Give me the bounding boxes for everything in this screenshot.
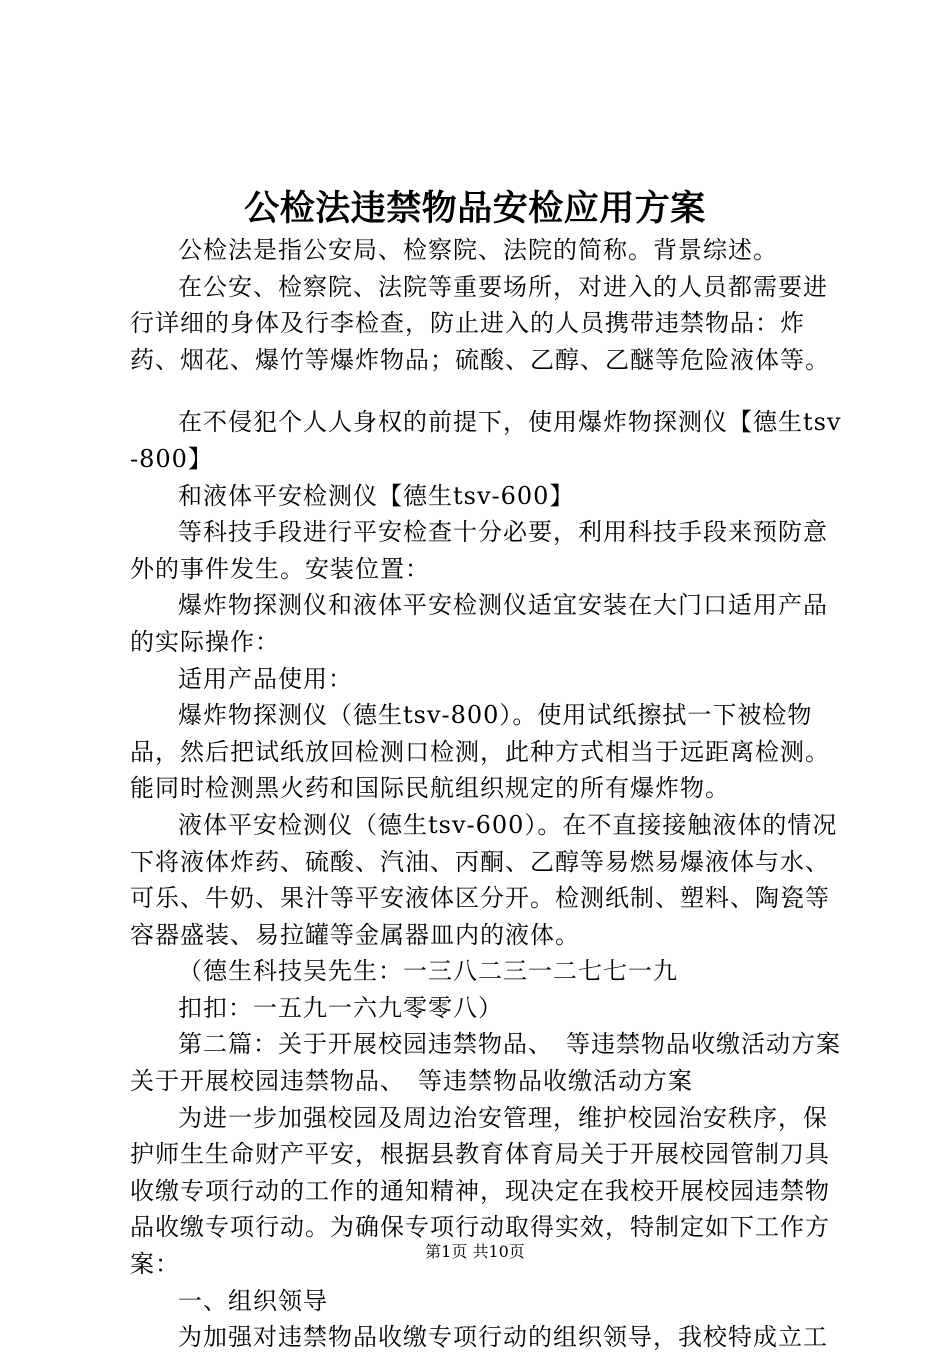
paragraph: 为加强对违禁物品收缴专项行动的组织领导，我校特成立工 (178, 1323, 828, 1352)
paragraph: 等科技手段进行平安检查十分必要，利用科技手段来预防意外的事件发生。安装位置： (130, 518, 828, 583)
paragraph: 公检法是指公安局、检察院、法院的简称。背景综述。 (178, 236, 778, 264)
paragraph: 适用产品使用： (178, 664, 353, 693)
paragraph: 爆炸物探测仪和液体平安检测仪适宜安装在大门口适用产品的实际操作： (130, 591, 828, 656)
paragraph: 第二篇：关于开展校园违禁物品、 等违禁物品收缴活动方案关于开展校园违禁物品、 等违禁物品收缴活动方案 (130, 1030, 841, 1096)
paragraph: 和液体平安检测仪【德生tsv-600】 (178, 481, 575, 510)
paragraph: 爆炸物探测仪（德生tsv-800）。使用试纸擦拭一下被检物品，然后把试纸放回检测口检测，此种方式相当于远距离检测。能同时检测黑火药和国际民航组织规定的所有爆炸物。 (130, 701, 830, 803)
paragraph: （德生科技吴先生：一三八二三一二七七一九 (178, 957, 678, 986)
section-heading: 一、组织领导 (178, 1286, 328, 1315)
paragraph: 在不侵犯个人人身权的前提下，使用爆炸物探测仪【德生tsv-800】 (130, 408, 842, 473)
document-title: 公检法违禁物品安检应用方案 (244, 188, 706, 229)
page-number: 第1页 共10页 (425, 1242, 525, 1261)
paragraph: 为进一步加强校园及周边治安管理，维护校园治安秩序，保护师生生命财产平安，根据县教育体育局关于开展校园管制刀具收缴专项行动的工作的通知精神，现决定在我校开展校园违禁物品收缴专项行动。为确保专项行动取得实效，特制定如下工作方案： (130, 1103, 830, 1279)
document-body (130, 232, 842, 1356)
paragraph-spacer (130, 378, 842, 404)
paragraph: 液体平安检测仪（德生tsv-600）。在不直接接触液体的情况下将液体炸药、硫酸、汽油、丙酮、乙醇等易燃易爆液体与水、可乐、牛奶、果汁等平安液体区分开。检测纸制、塑料、陶瓷等容器盛装、易拉罐等金属器皿内的液体。 (130, 810, 838, 949)
paragraph: 扣扣：一五九一六九零零八） (178, 993, 503, 1022)
paragraph: 在公安、检察院、法院等重要场所，对进入的人员都需要进行详细的身体及行李检查，防止进入的人员携带违禁物品：炸药、烟花、爆竹等爆炸物品；硫酸、乙醇、乙醚等危险液体等。 (130, 272, 830, 374)
